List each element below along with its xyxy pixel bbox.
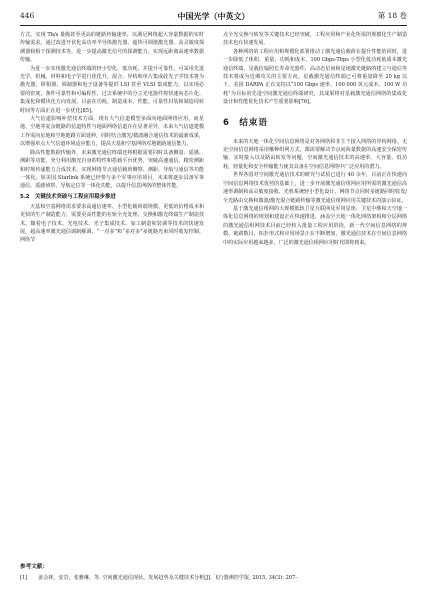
body-paragraph: 方式，实现 Tb/s 量级甚至更高的链路传输速率，以满足网络超大容量数据的实时传输需求。通过改进开伏化高功率半导体激光器、超快可调谐激光器、高灵敏度探测器和相干探测技术等，进一步提高激光信号的探测能力，实现远距离高速率数据传输。 xyxy=(20,32,204,64)
body-paragraph: 天基和空基网络需求要求高通信速率、小型化载荷端规模、更低的价格成本和更快的生产制造能力，需要更高性能的在轨全光处理、交换和激光终端生产制造技术。随着电子技术、光电技术、光子集成技术、加工制造和装调等技术的快速发展，超高速率激光通信调制解调、“一对多”和“多对多”多链路光束同时收发控制、网络节 xyxy=(20,203,204,244)
left-column xyxy=(20,31,204,245)
reference-item xyxy=(20,574,407,582)
body-paragraph: 为进一步实现激光通信终端的轻小型化、低功耗，并提升可靠性，可采用先进光学、机械、材料和电子学进行优化升，混合、异构和单片集成硅光子学技术将为激光器、移相器、调制器和电子设备等提供 LSI 甚至 VLSI 集成能力，以实现必要的密度，条件可靠性和可编程性。过去系统中的分立光电器件将快速向芯片化、集成化和模块化方向发展，目前在功耗、制造成本、性能、可靠性封装和制造周转时间等方面正在进一步优化[85]。 xyxy=(20,65,204,114)
body-paragraph: 除高性能数据传输外，未来激光通信终端还将根据需要同时具备侧量、遥感、测距等功能，充分利用激光自身的特性和搭载平台优势，突破高速通信、精密测距和时频传递能力合成技术，实现网络节点通信载荷侧察、测距、导航与通信等功能一体化。如美国 Starlink 系统已经参与多个军事应用项目，未来将逐步具备军事通信、遥感侦察、导航定位等一体化功能，以提升信息网络的整体性能。 xyxy=(20,149,204,190)
page-header xyxy=(20,8,407,24)
section-heading: 6 结束语 xyxy=(223,117,268,128)
volume-label: 第 18 卷 xyxy=(377,11,407,20)
body-paragraph: 大气信道影响补偿技术方面，现有大气信道模型多面向地面网络应用，而星地、空地等复杂链路的信道特性与地面网络信道存在显著差异，未来大气信道建模工作需向星地和空地链路方面延伸，同时结合激光/微波融合通信技术的最新成果，以增强单点大气信道环境适应能力，提高天基和空基网络对地链路通信能力。 xyxy=(20,116,204,148)
body-paragraph: 未来的天地一体化空间信息网络是对各网络和非主干接入网络的异构网络。无论空间信息网络采用哪种组网方式，都需要解决节点间海量数据的高速安全保密传输、实时接入以及路由转发等问题，空间激光通信技术的高速率、大容量、低功耗、轻量化和安全传输能力使其具备在空间信息网络中广泛应用的潜力。 xyxy=(223,138,407,170)
references-section xyxy=(20,563,407,582)
header-divider xyxy=(20,25,407,26)
body-paragraph: 点全光交换与转发等关键技术已经突破，工程应用和产业化所需的规模化生产制造技术也在快速发展。 xyxy=(223,32,407,47)
page-number: 446 xyxy=(20,11,35,20)
reference-number: [1] xyxy=(20,575,28,581)
journal-title: 中国光学（中英文） xyxy=(177,11,250,21)
right-column xyxy=(223,31,407,247)
subsection-heading: 5.2 关键技术突破与工程应用稳步推进 xyxy=(20,193,116,200)
references-title: 参考文献： xyxy=(20,564,48,570)
body-paragraph: 各种网络的工程应用和规模化部署推动了激光通信载荷在提升性能的同时，进一步降低了体积、重量、功耗和成本，100 Gbps-Tbps 小型化低功耗低成本激光通信终端、星载抗辐照长寿命光器件、高动态星间和星地激光链路的建立与通信等技术将成为近期攻关的主要方向。星载激光通信终端已可将重量降至 20 kg 以下，美国 DARPA 正在支持以“100 Gbps 速率、100 000 英元成本、100 W 功耗”为目标的先进空间激光通信终端研究，其成果将对星载激光通信网络的集成化设计和性能优化技术产生重要影响[76]。 xyxy=(223,48,407,106)
body-paragraph: 基于激光通信组网的大规模低轨卫星互联网及军用星座、卫星中继和天空地一体化信息网络的规划和建设正在快速推进，涵盖空天地一体化网络架构和分层网络的激光通信组网技术目前已经转入批量工程应用阶段，新一代空间信息网络的规模、链路数目、拓扑形式和应用场景正在不断增加，激光通信技术在空间信息网络中的实际应用越来越多，广泛的激光通信组网应用时代即将到来。 xyxy=(223,205,407,246)
reference-text: 姜会林，安岩，张雅琳，等. 空间激光通信现状、发展趋势及关键技术分析[J]. 飞行器测控学报, 2015, 34(3): 207- xyxy=(38,575,298,581)
body-paragraph: 世界各国对空间激光通信技术的研究与试验已进行 40 余年，目前正在快速向空间信息网络技术优势的基础上，进一步开展激光通信组网应用所需的激光通信高速率调制和高灵敏度接收、光机系统轻小型化设计、网络节点同时多链路同时收发/全光路由交换和微波/激光混合链路传输等激光通信组网应用关键技术的演示验证。 xyxy=(223,172,407,204)
